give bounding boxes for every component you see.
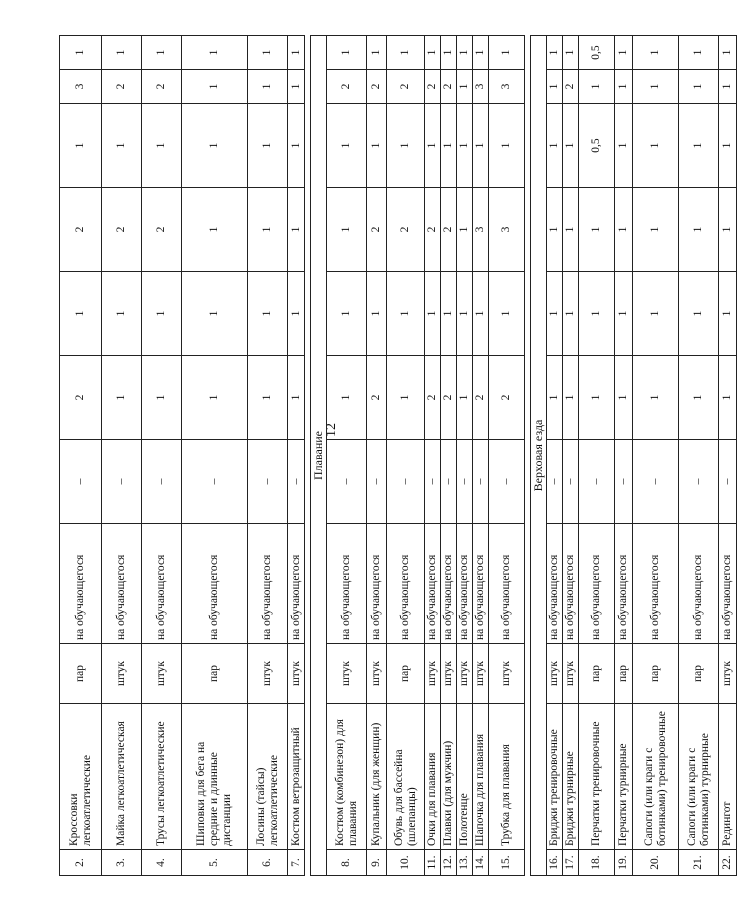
value-cell: – — [425, 440, 441, 524]
value-cell: 1 — [248, 104, 288, 188]
value-cell: 1 — [633, 272, 679, 356]
value-cell: – — [142, 440, 182, 524]
calc-unit-cell: на обучающегося — [182, 524, 248, 644]
value-cell: 1 — [182, 104, 248, 188]
unit-cell: штук — [489, 644, 525, 704]
calc-unit-cell: на обучающегося — [579, 524, 615, 644]
value-cell: 1 — [387, 272, 425, 356]
value-cell: 1 — [425, 36, 441, 70]
value-cell: 1 — [367, 36, 387, 70]
value-cell: 1 — [473, 272, 489, 356]
table-body — [60, 36, 737, 876]
value-cell: – — [367, 440, 387, 524]
value-cell: 1 — [248, 356, 288, 440]
calc-unit-cell: на обучающегося — [248, 524, 288, 644]
row-number: 17. — [563, 850, 579, 876]
value-cell: 1 — [563, 272, 579, 356]
value-cell: – — [457, 440, 473, 524]
value-cell: 2 — [367, 70, 387, 104]
row-number: 19. — [615, 850, 633, 876]
unit-cell: пар — [633, 644, 679, 704]
table-row — [563, 36, 579, 876]
value-cell: 3 — [489, 188, 525, 272]
value-cell: 1 — [248, 70, 288, 104]
table-row — [633, 36, 679, 876]
value-cell: 2 — [441, 70, 457, 104]
row-number: 6. — [248, 850, 288, 876]
value-cell: 1 — [489, 104, 525, 188]
value-cell: – — [547, 440, 563, 524]
item-name: Очки для плавания — [425, 704, 441, 850]
row-number: 18. — [579, 850, 615, 876]
value-cell: – — [719, 440, 737, 524]
item-name: Бриджи тренировочные — [547, 704, 563, 850]
item-name: Купальник (для женщин) — [367, 704, 387, 850]
table-row — [60, 36, 102, 876]
unit-cell: пар — [387, 644, 425, 704]
value-cell: 1 — [182, 356, 248, 440]
value-cell: 1 — [182, 70, 248, 104]
value-cell: 1 — [719, 70, 737, 104]
item-name: Шиповки для бега на средние и длинные дистанции — [182, 704, 248, 850]
row-number: 12. — [441, 850, 457, 876]
value-cell: 1 — [248, 36, 288, 70]
unit-cell: пар — [579, 644, 615, 704]
value-cell: 1 — [489, 272, 525, 356]
item-name: Костюм ветрозащитный — [288, 704, 305, 850]
item-name: Перчатки турнирные — [615, 704, 633, 850]
equipment-table — [59, 35, 737, 876]
value-cell: 2 — [142, 70, 182, 104]
value-cell: 1 — [457, 36, 473, 70]
calc-unit-cell: на обучающегося — [473, 524, 489, 644]
unit-cell: штук — [248, 644, 288, 704]
item-name: Бриджи турнирные — [563, 704, 579, 850]
value-cell: – — [633, 440, 679, 524]
row-number: 13. — [457, 850, 473, 876]
value-cell: 1 — [441, 36, 457, 70]
value-cell: 1 — [288, 272, 305, 356]
value-cell: 1 — [563, 356, 579, 440]
table-row — [489, 36, 525, 876]
unit-cell: пар — [60, 644, 102, 704]
row-number: 16. — [547, 850, 563, 876]
value-cell: 1 — [679, 188, 719, 272]
value-cell: 1 — [615, 36, 633, 70]
table-row — [547, 36, 563, 876]
value-cell: 1 — [387, 104, 425, 188]
value-cell: 1 — [719, 188, 737, 272]
value-cell: – — [387, 440, 425, 524]
value-cell: 1 — [719, 36, 737, 70]
row-number: 11. — [425, 850, 441, 876]
table-row — [441, 36, 457, 876]
value-cell: 1 — [457, 104, 473, 188]
value-cell: 0,5 — [579, 104, 615, 188]
value-cell: 1 — [547, 188, 563, 272]
unit-cell: штук — [102, 644, 142, 704]
row-number: 5. — [182, 850, 248, 876]
value-cell: 1 — [719, 104, 737, 188]
value-cell: 2 — [367, 356, 387, 440]
value-cell: 1 — [102, 356, 142, 440]
value-cell: 1 — [615, 272, 633, 356]
item-name: Сапоги (или краги с ботинками) турнирные — [679, 704, 719, 850]
item-name: Редингот — [719, 704, 737, 850]
value-cell: 1 — [102, 104, 142, 188]
row-number: 21. — [679, 850, 719, 876]
unit-cell: штук — [457, 644, 473, 704]
row-number: 2. — [60, 850, 102, 876]
value-cell: 1 — [327, 356, 367, 440]
value-cell: 1 — [579, 272, 615, 356]
value-cell: 1 — [579, 188, 615, 272]
value-cell: 2 — [60, 356, 102, 440]
value-cell: 2 — [387, 188, 425, 272]
value-cell: – — [579, 440, 615, 524]
item-name: Полотенце — [457, 704, 473, 850]
value-cell: 1 — [473, 104, 489, 188]
row-number: 4. — [142, 850, 182, 876]
value-cell: 1 — [679, 104, 719, 188]
value-cell: 1 — [547, 272, 563, 356]
value-cell: 1 — [288, 356, 305, 440]
item-name: Майка легкоатлетическая — [102, 704, 142, 850]
value-cell: 1 — [633, 104, 679, 188]
value-cell: 2 — [563, 70, 579, 104]
unit-cell: штук — [425, 644, 441, 704]
calc-unit-cell: на обучающегося — [142, 524, 182, 644]
calc-unit-cell: на обучающегося — [60, 524, 102, 644]
value-cell: 1 — [679, 356, 719, 440]
value-cell: 2 — [473, 356, 489, 440]
item-name: Шапочка для плавания — [473, 704, 489, 850]
value-cell: 2 — [441, 188, 457, 272]
unit-cell: штук — [327, 644, 367, 704]
value-cell: 3 — [60, 70, 102, 104]
item-name: Перчатки тренировочные — [579, 704, 615, 850]
value-cell: 2 — [142, 188, 182, 272]
value-cell: 1 — [615, 70, 633, 104]
value-cell: 1 — [719, 272, 737, 356]
value-cell: – — [615, 440, 633, 524]
row-number: 14. — [473, 850, 489, 876]
calc-unit-cell: на обучающегося — [288, 524, 305, 644]
unit-cell: штук — [367, 644, 387, 704]
value-cell: – — [679, 440, 719, 524]
value-cell: – — [489, 440, 525, 524]
value-cell: – — [473, 440, 489, 524]
item-name: Лосины (тайсы) легкоатлетические — [248, 704, 288, 850]
value-cell: 3 — [489, 70, 525, 104]
calc-unit-cell: на обучающегося — [719, 524, 737, 644]
table-row — [288, 36, 305, 876]
value-cell: 1 — [102, 36, 142, 70]
value-cell: 1 — [367, 272, 387, 356]
calc-unit-cell: на обучающегося — [441, 524, 457, 644]
value-cell: 1 — [547, 356, 563, 440]
calc-unit-cell: на обучающегося — [387, 524, 425, 644]
row-number: 3. — [102, 850, 142, 876]
value-cell: 2 — [425, 188, 441, 272]
value-cell: 1 — [679, 70, 719, 104]
value-cell: 1 — [615, 356, 633, 440]
rotated-table-region — [59, 36, 733, 876]
row-number: 20. — [633, 850, 679, 876]
value-cell: 1 — [633, 70, 679, 104]
item-name: Кроссовки легкоатлетические — [60, 704, 102, 850]
value-cell: – — [102, 440, 142, 524]
value-cell: 1 — [327, 104, 367, 188]
item-name: Костюм (комбинезон) для плавания — [327, 704, 367, 850]
page-number: 12 — [324, 423, 339, 437]
value-cell: 1 — [473, 36, 489, 70]
section-header-row — [531, 36, 547, 876]
value-cell: 1 — [327, 272, 367, 356]
value-cell: 1 — [288, 70, 305, 104]
value-cell: 1 — [60, 104, 102, 188]
table-row — [142, 36, 182, 876]
value-cell: 1 — [633, 188, 679, 272]
value-cell: 1 — [182, 36, 248, 70]
value-cell: 1 — [457, 356, 473, 440]
unit-cell: пар — [182, 644, 248, 704]
value-cell: 1 — [441, 104, 457, 188]
table-row — [457, 36, 473, 876]
unit-cell: штук — [547, 644, 563, 704]
value-cell: 2 — [425, 356, 441, 440]
value-cell: 2 — [102, 70, 142, 104]
table-row — [327, 36, 367, 876]
unit-cell: штук — [142, 644, 182, 704]
value-cell: – — [182, 440, 248, 524]
calc-unit-cell: на обучающегося — [327, 524, 367, 644]
calc-unit-cell: на обучающегося — [489, 524, 525, 644]
table-row — [679, 36, 719, 876]
value-cell: 2 — [387, 70, 425, 104]
value-cell: 1 — [547, 70, 563, 104]
value-cell: 1 — [679, 36, 719, 70]
row-number: 15. — [489, 850, 525, 876]
table-row — [473, 36, 489, 876]
value-cell: 1 — [563, 36, 579, 70]
calc-unit-cell: на обучающегося — [367, 524, 387, 644]
value-cell: 2 — [327, 70, 367, 104]
calc-unit-cell: на обучающегося — [425, 524, 441, 644]
value-cell: 1 — [142, 36, 182, 70]
value-cell: 1 — [60, 272, 102, 356]
unit-cell: штук — [288, 644, 305, 704]
table-row — [248, 36, 288, 876]
item-name: Обувь для бассейна (шлепанцы) — [387, 704, 425, 850]
value-cell: 1 — [441, 272, 457, 356]
calc-unit-cell: на обучающегося — [633, 524, 679, 644]
value-cell: 1 — [563, 188, 579, 272]
value-cell: 1 — [288, 36, 305, 70]
table-row — [102, 36, 142, 876]
row-number: 8. — [327, 850, 367, 876]
value-cell: 2 — [425, 70, 441, 104]
value-cell: 1 — [142, 104, 182, 188]
row-number: 9. — [367, 850, 387, 876]
value-cell: 1 — [457, 70, 473, 104]
item-name: Плавки (для мужчин) — [441, 704, 457, 850]
value-cell: 2 — [441, 356, 457, 440]
unit-cell: штук — [719, 644, 737, 704]
section-title: Верховая езда — [531, 36, 547, 876]
value-cell: 2 — [489, 356, 525, 440]
value-cell: 1 — [182, 272, 248, 356]
value-cell: 1 — [633, 36, 679, 70]
value-cell: 1 — [563, 104, 579, 188]
value-cell: 1 — [142, 272, 182, 356]
value-cell: 1 — [547, 36, 563, 70]
value-cell: 1 — [615, 104, 633, 188]
value-cell: 1 — [457, 272, 473, 356]
value-cell: 1 — [633, 356, 679, 440]
value-cell: 1 — [182, 188, 248, 272]
value-cell: 0,5 — [579, 36, 615, 70]
section-header-row — [311, 36, 327, 876]
value-cell: 1 — [615, 188, 633, 272]
table-row — [615, 36, 633, 876]
value-cell: 1 — [60, 36, 102, 70]
item-name: Трусы легкоатлетические — [142, 704, 182, 850]
value-cell: 1 — [248, 188, 288, 272]
value-cell: 1 — [425, 104, 441, 188]
unit-cell: штук — [473, 644, 489, 704]
item-name: Трубка для плавания — [489, 704, 525, 850]
table-row — [579, 36, 615, 876]
value-cell: 2 — [367, 188, 387, 272]
calc-unit-cell: на обучающегося — [615, 524, 633, 644]
value-cell: – — [288, 440, 305, 524]
value-cell: 1 — [142, 356, 182, 440]
value-cell: – — [563, 440, 579, 524]
unit-cell: штук — [441, 644, 457, 704]
value-cell: 1 — [248, 272, 288, 356]
value-cell: 1 — [387, 36, 425, 70]
calc-unit-cell: на обучающегося — [102, 524, 142, 644]
table-row — [425, 36, 441, 876]
value-cell: 2 — [60, 188, 102, 272]
value-cell: 2 — [102, 188, 142, 272]
value-cell: 1 — [102, 272, 142, 356]
table-row — [367, 36, 387, 876]
unit-cell: пар — [679, 644, 719, 704]
table-row — [387, 36, 425, 876]
value-cell: 3 — [473, 70, 489, 104]
value-cell: 1 — [387, 356, 425, 440]
table-row — [719, 36, 737, 876]
row-number: 22. — [719, 850, 737, 876]
section-title: Плавание — [311, 36, 327, 876]
value-cell: – — [60, 440, 102, 524]
unit-cell: пар — [615, 644, 633, 704]
value-cell: – — [248, 440, 288, 524]
item-name: Сапоги (или краги с ботинками) тренировочные — [633, 704, 679, 850]
value-cell: – — [327, 440, 367, 524]
table-row — [182, 36, 248, 876]
value-cell: 1 — [679, 272, 719, 356]
row-number: 10. — [387, 850, 425, 876]
value-cell: 1 — [579, 356, 615, 440]
value-cell: – — [441, 440, 457, 524]
value-cell: 1 — [367, 104, 387, 188]
row-number: 7. — [288, 850, 305, 876]
value-cell: 1 — [425, 272, 441, 356]
calc-unit-cell: на обучающегося — [679, 524, 719, 644]
value-cell: 1 — [457, 188, 473, 272]
value-cell: 1 — [579, 70, 615, 104]
value-cell: 1 — [719, 356, 737, 440]
value-cell: 1 — [327, 188, 367, 272]
value-cell: 1 — [288, 188, 305, 272]
value-cell: 3 — [473, 188, 489, 272]
value-cell: 1 — [547, 104, 563, 188]
calc-unit-cell: на обучающегося — [547, 524, 563, 644]
unit-cell: штук — [563, 644, 579, 704]
calc-unit-cell: на обучающегося — [457, 524, 473, 644]
calc-unit-cell: на обучающегося — [563, 524, 579, 644]
value-cell: 1 — [327, 36, 367, 70]
value-cell: 1 — [288, 104, 305, 188]
value-cell: 1 — [489, 36, 525, 70]
